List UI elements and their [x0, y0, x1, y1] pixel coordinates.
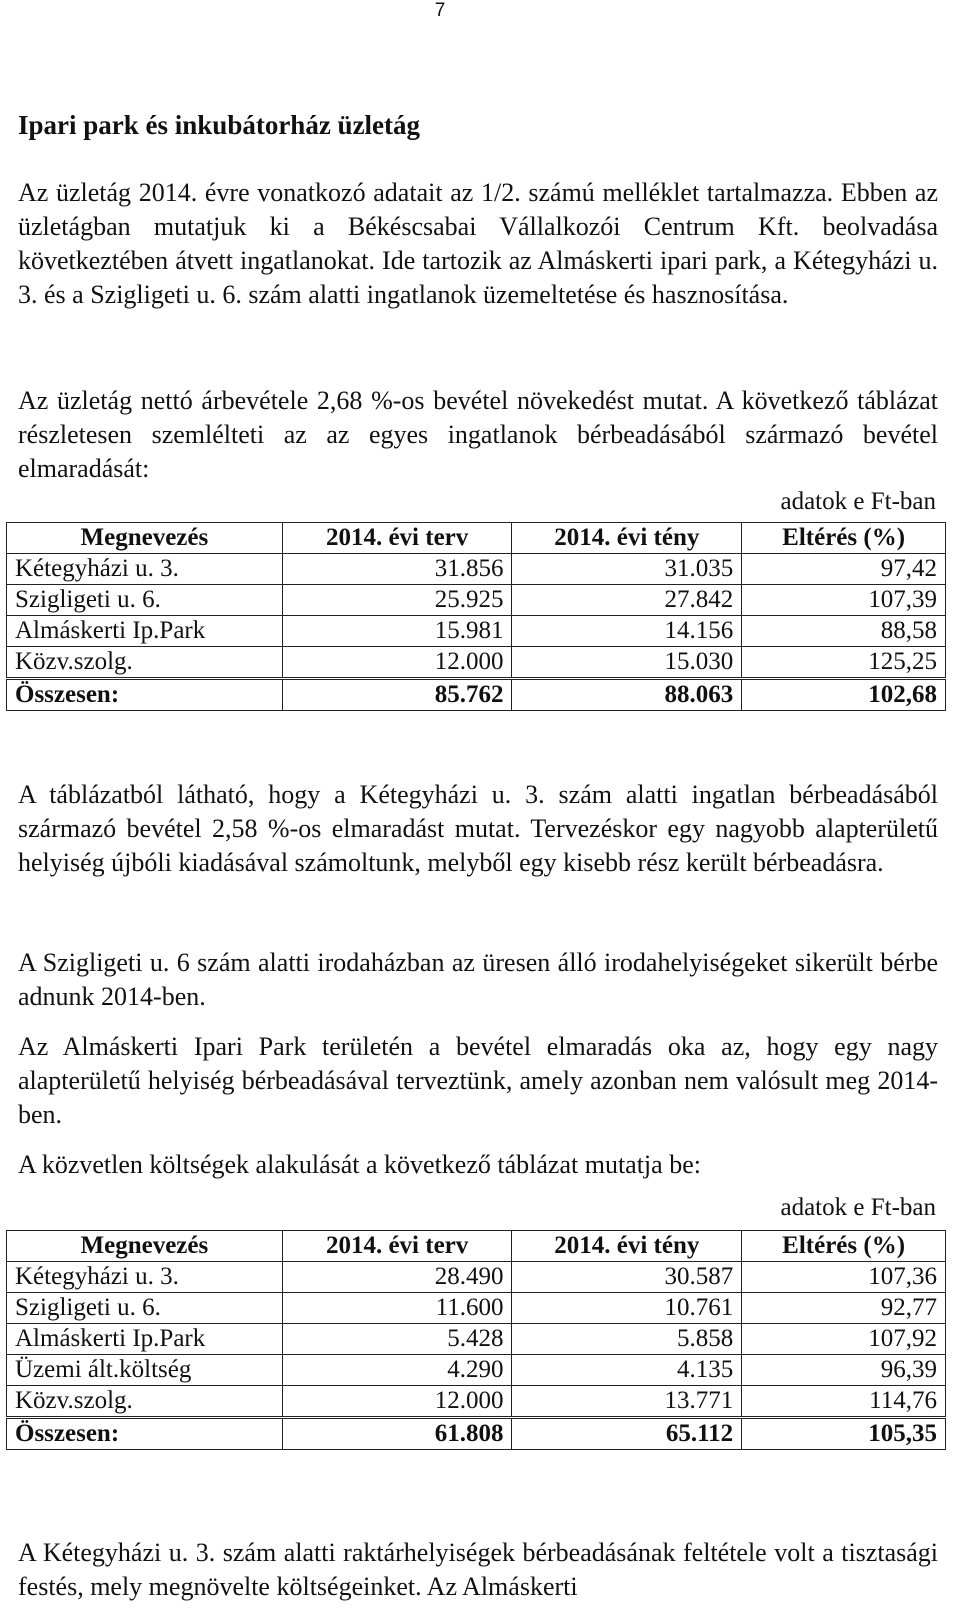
row-name: Almáskerti Ip.Park	[7, 1324, 283, 1355]
row-name: Szigligeti u. 6.	[7, 1293, 283, 1324]
paragraph-revenue-summary: Az üzletág nettó árbevétele 2,68 %-os bevétel növekedést mutat. A következő táblázat részletesen szemlélteti az az egyes ingatlanok bérbeadásából származó bevétel elmaradását:	[18, 386, 938, 483]
row-diff: 107,36	[742, 1262, 946, 1293]
total-plan: 85.762	[282, 679, 512, 711]
table-header-row	[7, 1231, 946, 1262]
row-diff: 114,76	[742, 1386, 946, 1418]
table-row	[7, 1262, 946, 1293]
total-diff: 102,68	[742, 679, 946, 711]
row-diff: 125,25	[742, 647, 946, 679]
total-plan: 61.808	[282, 1418, 512, 1450]
paragraph-almaskerti: Az Almáskerti Ipari Park területén a bevétel elmaradás oka az, hogy egy nagy alapterületű helyiség bérbeadásával terveztünk, amely azonban nem valósult meg 2014-ben.	[18, 1032, 938, 1129]
unit-note-revenue: adatok e Ft-ban	[780, 488, 936, 515]
row-actual: 30.587	[512, 1262, 742, 1293]
table-row	[7, 554, 946, 585]
row-actual: 15.030	[512, 647, 742, 679]
row-actual: 31.035	[512, 554, 742, 585]
row-name: Közv.szolg.	[7, 647, 283, 679]
row-diff: 107,92	[742, 1324, 946, 1355]
column-header-name: Megnevezés	[7, 523, 283, 554]
row-diff: 92,77	[742, 1293, 946, 1324]
table-header-row	[7, 523, 946, 554]
row-actual: 13.771	[512, 1386, 742, 1418]
paragraph-cost-intro: A közvetlen költségek alakulását a következő táblázat mutatja be:	[18, 1150, 701, 1179]
row-name: Kétegyházi u. 3.	[7, 554, 283, 585]
revenue-table	[6, 522, 946, 711]
row-diff: 88,58	[742, 616, 946, 647]
paragraph-revenue-analysis: A táblázatból látható, hogy a Kétegyházi u. 3. szám alatti ingatlan bérbeadásából származó bevétel 2,58 %-os elmaradást mutat. Tervezéskor egy nagyobb alapterületű helyiség újbóli kiadásával számoltunk, melyből egy kisebb rész került bérbeadásra.	[18, 780, 938, 877]
column-header-name: Megnevezés	[7, 1231, 283, 1262]
column-header-actual: 2014. évi tény	[512, 1231, 742, 1262]
row-plan: 31.856	[282, 554, 512, 585]
row-diff: 107,39	[742, 585, 946, 616]
row-diff: 96,39	[742, 1355, 946, 1386]
column-header-plan: 2014. évi terv	[282, 523, 512, 554]
total-actual: 65.112	[512, 1418, 742, 1450]
row-plan: 15.981	[282, 616, 512, 647]
row-actual: 5.858	[512, 1324, 742, 1355]
row-plan: 11.600	[282, 1293, 512, 1324]
row-actual: 4.135	[512, 1355, 742, 1386]
total-label: Összesen:	[7, 679, 283, 711]
row-name: Kétegyházi u. 3.	[7, 1262, 283, 1293]
table-row	[7, 585, 946, 616]
column-header-diff: Eltérés (%)	[742, 1231, 946, 1262]
page-number: 7	[434, 0, 446, 21]
row-plan: 25.925	[282, 585, 512, 616]
column-header-plan: 2014. évi terv	[282, 1231, 512, 1262]
table-row	[7, 616, 946, 647]
paragraph-intro: Az üzletág 2014. évre vonatkozó adatait az 1/2. számú melléklet tartalmazza. Ebben az üzletágban mutatjuk ki a Békéscsabai Vállalkozói Centrum Kft. beolvadása következtében átvett ingatlanokat. Ide tartozik az Almáskerti ipari park, a Kétegyházi u. 3. és a Szigligeti u. 6. szám alatti ingatlanok üzemeltetése és hasznosítása.	[18, 178, 938, 309]
row-actual: 10.761	[512, 1293, 742, 1324]
paragraph-szigligeti: A Szigligeti u. 6 szám alatti irodaházban az üresen álló irodahelyiségeket sikerült bérbe adnunk 2014-ben.	[18, 948, 938, 1011]
row-actual: 27.842	[512, 585, 742, 616]
total-actual: 88.063	[512, 679, 742, 711]
table-row	[7, 1355, 946, 1386]
column-header-actual: 2014. évi tény	[512, 523, 742, 554]
table-row	[7, 1293, 946, 1324]
table-total-row	[7, 679, 946, 711]
row-diff: 97,42	[742, 554, 946, 585]
cost-table	[6, 1230, 946, 1450]
table-row	[7, 1386, 946, 1418]
unit-note-cost: adatok e Ft-ban	[780, 1194, 936, 1221]
row-name: Közv.szolg.	[7, 1386, 283, 1418]
row-name: Szigligeti u. 6.	[7, 585, 283, 616]
total-diff: 105,35	[742, 1418, 946, 1450]
row-plan: 12.000	[282, 647, 512, 679]
table-row	[7, 647, 946, 679]
row-plan: 28.490	[282, 1262, 512, 1293]
row-plan: 12.000	[282, 1386, 512, 1418]
paragraph-cost-analysis: A Kétegyházi u. 3. szám alatti raktárhelyiségek bérbeadásának feltétele volt a tisztasági festés, mely megnövelte költségeinket. Az Almáskerti	[18, 1538, 938, 1601]
row-plan: 4.290	[282, 1355, 512, 1386]
row-actual: 14.156	[512, 616, 742, 647]
row-name: Üzemi ált.költség	[7, 1355, 283, 1386]
total-label: Összesen:	[7, 1418, 283, 1450]
row-plan: 5.428	[282, 1324, 512, 1355]
row-name: Almáskerti Ip.Park	[7, 616, 283, 647]
table-row	[7, 1324, 946, 1355]
section-heading: Ipari park és inkubátorház üzletág	[18, 110, 421, 140]
column-header-diff: Eltérés (%)	[742, 523, 946, 554]
table-total-row	[7, 1418, 946, 1450]
